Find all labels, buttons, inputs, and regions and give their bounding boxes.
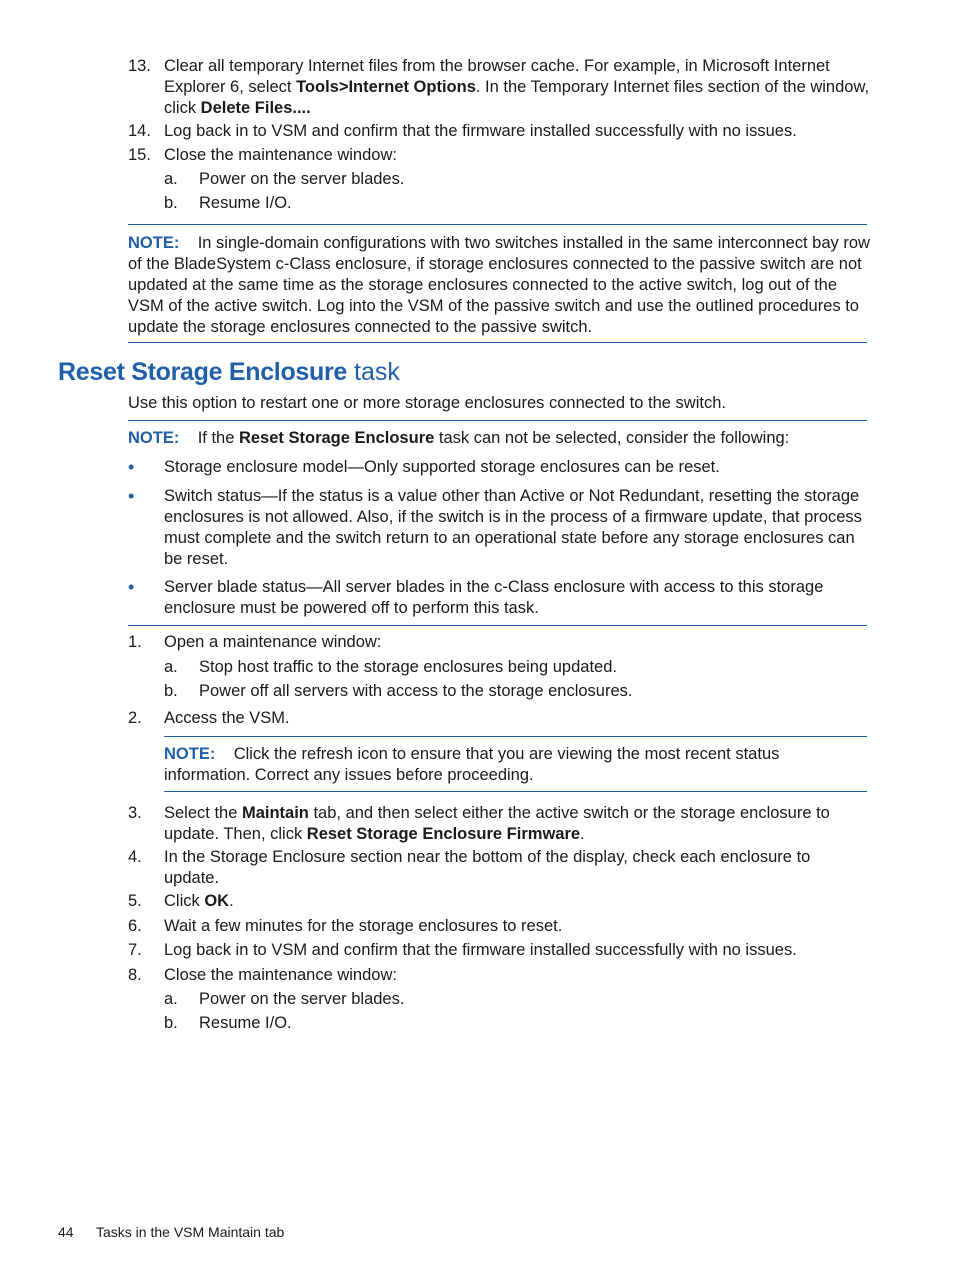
- note-top-rule: [128, 224, 867, 225]
- step-6-text: Wait a few minutes for the storage enclosures to reset.: [164, 917, 563, 935]
- step-number: 1.: [128, 633, 142, 651]
- note-top-rule: [128, 420, 867, 421]
- step-number: 3.: [128, 804, 142, 822]
- step-15-text: Close the maintenance window:: [164, 146, 397, 164]
- bullet-dot: •: [128, 457, 135, 477]
- step-2-text: Access the VSM.: [164, 709, 290, 727]
- delete-files-label: Delete Files....: [200, 99, 311, 117]
- substep-letter: a.: [164, 170, 178, 188]
- step-1-text: Open a maintenance window:: [164, 633, 382, 651]
- note-bottom-rule: [128, 342, 867, 343]
- step-number: 5.: [128, 892, 142, 910]
- substep-text: Power on the server blades.: [199, 170, 405, 188]
- ok-label: OK: [204, 892, 230, 910]
- substep-text: Stop host traffic to the storage enclosures being updated.: [199, 658, 617, 676]
- substep-text: Power off all servers with access to the storage enclosures.: [199, 682, 633, 700]
- note-label: NOTE:: [164, 745, 216, 763]
- section-heading: Reset Storage Enclosure task: [58, 358, 400, 386]
- bullet-item: Storage enclosure model—Only supported storage enclosures can be reset.: [164, 458, 720, 476]
- note-top-rule: [164, 736, 867, 737]
- bullet-item: Server blade status—All server blades in the c-Class enclosure with access to this storage enclosure must be powered off to perform this task.: [164, 578, 824, 617]
- menu-path-tools-internet-options: Tools>Internet Options: [296, 78, 476, 96]
- note-reset-conditions: NOTE: If the Reset Storage Enclosure task can not be selected, consider the following:: [128, 429, 790, 447]
- step-number: 8.: [128, 966, 142, 984]
- step-number: 13.: [128, 57, 151, 75]
- step-4-text: In the Storage Enclosure section near the bottom of the display, check each enclosure to update.: [164, 848, 811, 887]
- note-label: NOTE:: [128, 429, 180, 447]
- section-intro: Use this option to restart one or more storage enclosures connected to the switch.: [128, 394, 726, 412]
- substep-letter: b.: [164, 1014, 178, 1032]
- step-5-text: Click OK.: [164, 892, 234, 910]
- note-bottom-rule: [164, 791, 867, 792]
- step-8-text: Close the maintenance window:: [164, 966, 397, 984]
- substep-text: Power on the server blades.: [199, 990, 405, 1008]
- reset-firmware-label: Reset Storage Enclosure Firmware: [306, 825, 581, 843]
- note-label: NOTE:: [128, 234, 180, 252]
- step-number: 14.: [128, 122, 151, 140]
- step-number: 4.: [128, 848, 142, 866]
- note-refresh: NOTE: Click the refresh icon to ensure that you are viewing the most recent status information. Correct any issues before proceeding.: [164, 745, 780, 784]
- step-14-text: Log back in to VSM and confirm that the firmware installed successfully with no issues.: [164, 122, 797, 140]
- substep-letter: a.: [164, 990, 178, 1008]
- step-13-text: Clear all temporary Internet files from the browser cache. For example, in Microsoft Internet Explorer 6, select Tools>Internet Options. In the Temporary Internet files section of the window, click Delete Files....: [164, 57, 870, 117]
- step-number: 15.: [128, 146, 151, 164]
- step-3-text: Select the Maintain tab, and then select either the active switch or the storage enclosure to update. Then, click Reset Storage Enclosure Firmware.: [164, 804, 830, 843]
- bullet-dot: •: [128, 577, 135, 597]
- step-number: 7.: [128, 941, 142, 959]
- note-single-domain: NOTE: In single-domain configurations with two switches installed in the same interconnect bay row of the BladeSystem c-Class enclosure, if storage enclosures connected to the passive switch are not updated at the same time as the storage enclosures connected to the active switch, log out of the VSM of the active switch. Log into the VSM of the passive switch and use the outlined procedures to update the storage enclosures connected to the passive switch.: [128, 234, 870, 336]
- substep-letter: a.: [164, 658, 178, 676]
- bullet-item: Switch status—If the status is a value other than Active or Not Redundant, resetting the storage enclosures is not allowed. Also, if the switch is in the process of a firmware update, that process must complete and the switch return to an operational state before any storage enclosures can be reset.: [164, 487, 862, 568]
- page-number: 44: [58, 1224, 74, 1240]
- step-number: 2.: [128, 709, 142, 727]
- bullet-dot: •: [128, 486, 135, 506]
- substep-text: Resume I/O.: [199, 194, 292, 212]
- step-number: 6.: [128, 917, 142, 935]
- footer-section-title: Tasks in the VSM Maintain tab: [96, 1224, 285, 1240]
- maintain-tab-label: Maintain: [241, 804, 309, 822]
- substep-letter: b.: [164, 682, 178, 700]
- substep-letter: b.: [164, 194, 178, 212]
- note-bottom-rule: [128, 625, 867, 626]
- substep-text: Resume I/O.: [199, 1014, 292, 1032]
- step-7-text: Log back in to VSM and confirm that the firmware installed successfully with no issues.: [164, 941, 797, 959]
